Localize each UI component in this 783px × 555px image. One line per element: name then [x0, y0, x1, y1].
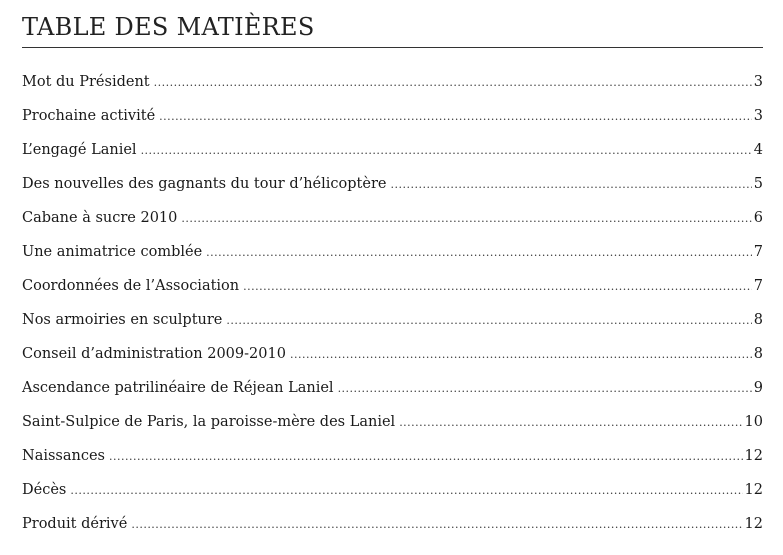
toc-entry-title: Décès [22, 482, 67, 498]
dot-leader [70, 474, 742, 508]
toc-entry-title: Mot du Président [22, 74, 150, 90]
toc-entry-page: 12 [744, 482, 763, 498]
toc-entry[interactable] [22, 269, 763, 303]
toc-entry-title: Cabane à sucre 2010 [22, 210, 178, 226]
toc-entry-title: Nos armoiries en sculpture [22, 312, 223, 328]
toc-entry-page: 12 [744, 448, 763, 464]
toc-entry[interactable] [22, 507, 763, 541]
toc-entry-title: Une animatrice comblée [22, 244, 203, 260]
page-title: TABLE DES MATIÈRES [22, 13, 315, 41]
toc-entry-page: 10 [744, 414, 763, 430]
dot-leader [181, 202, 751, 236]
toc-entry[interactable] [22, 133, 763, 167]
dot-leader [226, 304, 751, 338]
dot-leader [390, 168, 751, 202]
toc-entry[interactable] [22, 99, 763, 133]
toc-entry[interactable] [22, 303, 763, 337]
dot-leader [109, 440, 743, 474]
dot-leader [290, 338, 752, 372]
dot-leader [243, 270, 752, 304]
toc-entry-page: 7 [753, 244, 763, 260]
dot-leader [206, 236, 752, 270]
toc-entry-page: 6 [753, 210, 763, 226]
toc-entry-title: Des nouvelles des gagnants du tour d’hélicoptère [22, 176, 387, 192]
toc-entry-page: 4 [753, 142, 763, 158]
toc-entry-title: Naissances [22, 448, 105, 464]
dot-leader [131, 508, 742, 542]
toc-entry-page: 8 [753, 312, 763, 328]
toc-entry-page: 5 [753, 176, 763, 192]
toc-entry-title: Ascendance patrilinéaire de Réjean Laniel [22, 380, 334, 396]
toc-entry-page: 8 [753, 346, 763, 362]
toc-list [22, 65, 763, 541]
toc-entry[interactable] [22, 337, 763, 371]
toc-entry-page: 3 [753, 108, 763, 124]
toc-entry-title: Produit dérivé [22, 516, 128, 532]
toc-entry[interactable] [22, 201, 763, 235]
dot-leader [159, 100, 752, 134]
toc-entry[interactable] [22, 473, 763, 507]
toc-entry-title: Coordonnées de l’Association [22, 278, 240, 294]
title-divider [22, 47, 763, 48]
toc-entry-title: L’engagé Laniel [22, 142, 137, 158]
dot-leader [399, 406, 742, 440]
toc-entry-title: Prochaine activité [22, 108, 156, 124]
toc-entry[interactable] [22, 371, 763, 405]
toc-entry-page: 9 [753, 380, 763, 396]
toc-entry-title: Saint-Sulpice de Paris, la paroisse-mère des Laniel [22, 414, 396, 430]
toc-entry-page: 3 [753, 74, 763, 90]
toc-entry[interactable] [22, 235, 763, 269]
dot-leader [141, 134, 752, 168]
toc-entry-page: 7 [753, 278, 763, 294]
dot-leader [338, 372, 752, 406]
toc-entry[interactable] [22, 167, 763, 201]
dot-leader [154, 66, 752, 100]
toc-entry[interactable] [22, 439, 763, 473]
toc-entry-title: Conseil d’administration 2009-2010 [22, 346, 286, 362]
toc-entry-page: 12 [744, 516, 763, 532]
toc-entry[interactable] [22, 405, 763, 439]
toc-entry[interactable] [22, 65, 763, 99]
